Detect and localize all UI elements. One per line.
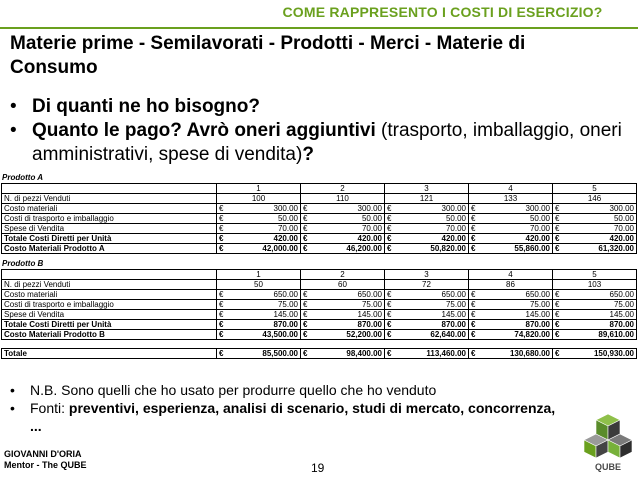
cell-value: 870.00 — [343, 320, 385, 330]
row-label: N. di pezzi Venduti — [2, 280, 217, 290]
currency-symbol: € — [301, 330, 343, 340]
product-a-table — [1, 183, 637, 254]
row-label: Costo Materiali Prodotto A — [2, 244, 217, 254]
slide-header-title: COME RAPPRESENTO I COSTI DI ESERCIZIO? — [282, 4, 603, 20]
currency-symbol: € — [217, 349, 228, 359]
column-header: 5 — [553, 184, 637, 194]
cell-value: 133 — [469, 194, 553, 204]
cell-value: 50 — [217, 280, 301, 290]
cost-spreadsheet — [0, 172, 638, 359]
currency-symbol: € — [469, 290, 511, 300]
column-header: 3 — [385, 270, 469, 280]
currency-symbol: € — [553, 244, 595, 254]
currency-symbol: € — [301, 310, 343, 320]
currency-symbol: € — [217, 204, 259, 214]
cell-value: 146 — [553, 194, 637, 204]
currency-symbol: € — [469, 349, 480, 359]
cell-value: 100 — [217, 194, 301, 204]
cell-value: 103 — [553, 280, 637, 290]
page-number: 19 — [311, 461, 325, 475]
row-label: Costi di trasporto e imballaggio — [2, 300, 217, 310]
total-table — [1, 348, 637, 359]
cell-value: 121 — [385, 194, 469, 204]
bullet-item: • Di quanti ne ho bisogno? — [10, 96, 260, 117]
row-label: Spese di Vendita — [2, 310, 217, 320]
row-label: Totale Costi Diretti per Unità — [2, 234, 217, 244]
currency-symbol: € — [553, 320, 595, 330]
currency-symbol: € — [217, 234, 259, 244]
cell-value: 300.00 — [343, 204, 385, 214]
cell-value: 300.00 — [259, 204, 301, 214]
currency-symbol: € — [385, 214, 427, 224]
product-b-title: Prodotto B — [2, 259, 44, 268]
cell-value: 75.00 — [259, 300, 301, 310]
column-header: 2 — [301, 184, 385, 194]
cell-value: 98,400.00 — [311, 349, 385, 359]
logo-text: QUBE — [594, 462, 622, 472]
note-item: • N.B. Sono quelli che ho usato per produrre quello che ho venduto — [10, 382, 437, 398]
total-row — [2, 349, 637, 359]
currency-symbol: € — [301, 214, 343, 224]
column-header: 4 — [469, 270, 553, 280]
column-header: 5 — [553, 270, 637, 280]
cell-value: 50,820.00 — [427, 244, 469, 254]
row-label: Totale Costi Diretti per Unità — [2, 320, 217, 330]
table-row — [2, 300, 637, 310]
currency-symbol: € — [385, 349, 396, 359]
currency-symbol: € — [301, 204, 343, 214]
cell-value: 420.00 — [343, 234, 385, 244]
currency-symbol: € — [385, 310, 427, 320]
table-row — [2, 330, 637, 340]
row-label: Costo materiali — [2, 204, 217, 214]
currency-symbol: € — [217, 320, 259, 330]
table-row — [2, 244, 637, 254]
currency-symbol: € — [469, 204, 511, 214]
cell-value: 62,640.00 — [427, 330, 469, 340]
row-label: Costo Materiali Prodotto B — [2, 330, 217, 340]
currency-symbol: € — [217, 330, 259, 340]
currency-symbol: € — [553, 224, 595, 234]
currency-symbol: € — [553, 204, 595, 214]
currency-symbol: € — [553, 234, 595, 244]
cell-value: 420.00 — [595, 234, 637, 244]
currency-symbol: € — [553, 214, 595, 224]
currency-symbol: € — [301, 234, 343, 244]
cell-value: 870.00 — [259, 320, 301, 330]
cell-value: 42,000.00 — [259, 244, 301, 254]
currency-symbol: € — [469, 234, 511, 244]
cell-value: 420.00 — [259, 234, 301, 244]
product-b-table — [1, 269, 637, 340]
cell-value: 75.00 — [427, 300, 469, 310]
currency-symbol: € — [301, 320, 343, 330]
cell-value: 86 — [469, 280, 553, 290]
currency-symbol: € — [553, 290, 595, 300]
table-row — [2, 204, 637, 214]
currency-symbol: € — [385, 224, 427, 234]
cell-value: 420.00 — [427, 234, 469, 244]
column-header: 1 — [217, 184, 301, 194]
cell-value: 870.00 — [427, 320, 469, 330]
cell-value: 145.00 — [595, 310, 637, 320]
bullet-list — [10, 95, 630, 167]
row-label: N. di pezzi Venduti — [2, 194, 217, 204]
currency-symbol: € — [217, 244, 259, 254]
currency-symbol: € — [217, 224, 259, 234]
currency-symbol: € — [469, 244, 511, 254]
header-divider — [0, 27, 638, 29]
cell-value: 300.00 — [511, 204, 553, 214]
currency-symbol: € — [217, 310, 259, 320]
bullet-item: • Quanto le pago? Avrò oneri aggiuntivi (trasporto, imballaggio, oneri amministrativi, spese di vendita)? — [10, 120, 622, 165]
currency-symbol: € — [385, 300, 427, 310]
qube-cube-logo-icon — [582, 412, 634, 474]
cell-value: 870.00 — [511, 320, 553, 330]
currency-symbol: € — [301, 244, 343, 254]
currency-symbol: € — [301, 300, 343, 310]
column-header: 1 — [217, 270, 301, 280]
currency-symbol: € — [469, 300, 511, 310]
cell-value: 50.00 — [595, 214, 637, 224]
cell-value: 650.00 — [343, 290, 385, 300]
currency-symbol: € — [385, 320, 427, 330]
row-label: Spese di Vendita — [2, 224, 217, 234]
currency-symbol: € — [469, 214, 511, 224]
currency-symbol: € — [385, 204, 427, 214]
cell-value: 70.00 — [427, 224, 469, 234]
table-row — [2, 320, 637, 330]
cell-value: 75.00 — [343, 300, 385, 310]
cell-value: 75.00 — [511, 300, 553, 310]
author-name: GIOVANNI D'ORIA — [4, 449, 82, 459]
note-text: N.B. Sono quelli che ho usato per produrre quello che ho venduto — [30, 382, 437, 398]
currency-symbol: € — [553, 330, 595, 340]
currency-symbol: € — [553, 310, 595, 320]
cell-value: 61,320.00 — [595, 244, 637, 254]
cell-value: 50.00 — [343, 214, 385, 224]
cell-value: 650.00 — [595, 290, 637, 300]
cell-value: 145.00 — [259, 310, 301, 320]
cell-value: 85,500.00 — [227, 349, 301, 359]
table-row — [2, 234, 637, 244]
currency-symbol: € — [553, 300, 595, 310]
note-sources: preventivi, esperienza, analisi di scenario, studi di mercato, concorrenza, ... — [30, 400, 556, 434]
cell-value: 145.00 — [511, 310, 553, 320]
currency-symbol: € — [301, 290, 343, 300]
table-row — [2, 290, 637, 300]
note-item: • Fonti: preventivi, esperienza, analisi di scenario, studi di mercato, concorrenza, ... — [10, 400, 556, 434]
cell-value: 46,200.00 — [343, 244, 385, 254]
column-header: 4 — [469, 184, 553, 194]
currency-symbol: € — [469, 310, 511, 320]
currency-symbol: € — [469, 224, 511, 234]
cell-value: 130,680.00 — [479, 349, 553, 359]
currency-symbol: € — [553, 349, 564, 359]
cell-value: 89,610.00 — [595, 330, 637, 340]
table-header-row — [2, 270, 637, 280]
table-row — [2, 224, 637, 234]
cell-value: 75.00 — [595, 300, 637, 310]
slide-heading: Materie prime - Semilavorati - Prodotti - Merci - Materie di Consumo — [10, 33, 526, 78]
table-row — [2, 214, 637, 224]
currency-symbol: € — [301, 349, 312, 359]
currency-symbol: € — [385, 244, 427, 254]
row-label: Costo materiali — [2, 290, 217, 300]
cell-value: 650.00 — [259, 290, 301, 300]
bullet-text: Di quanti ne ho bisogno? — [32, 96, 260, 117]
bullet-text-end: ? — [302, 144, 314, 165]
column-header: 2 — [301, 270, 385, 280]
cell-value: 145.00 — [343, 310, 385, 320]
currency-symbol: € — [385, 234, 427, 244]
cell-value: 70.00 — [511, 224, 553, 234]
table-row — [2, 194, 637, 204]
table-header-row — [2, 184, 637, 194]
bullet-text-normal: (trasporto, imballaggio, oneri amministrativi, spese di vendita) — [32, 120, 622, 165]
cell-value: 74,820.00 — [511, 330, 553, 340]
cell-value: 150,930.00 — [563, 349, 637, 359]
bullet-text-bold: Quanto le pago? Avrò oneri aggiuntivi — [32, 120, 376, 141]
cell-value: 113,460.00 — [395, 349, 469, 359]
currency-symbol: € — [469, 330, 511, 340]
row-label: Totale — [2, 349, 217, 359]
cell-value: 70.00 — [595, 224, 637, 234]
footer-author — [4, 449, 87, 471]
currency-symbol: € — [301, 224, 343, 234]
table-row — [2, 310, 637, 320]
row-label: Costi di trasporto e imballaggio — [2, 214, 217, 224]
cell-value: 110 — [301, 194, 385, 204]
currency-symbol: € — [217, 214, 259, 224]
cell-value: 650.00 — [511, 290, 553, 300]
cell-value: 50.00 — [427, 214, 469, 224]
cell-value: 70.00 — [259, 224, 301, 234]
cell-value: 50.00 — [511, 214, 553, 224]
currency-symbol: € — [385, 290, 427, 300]
cell-value: 70.00 — [343, 224, 385, 234]
currency-symbol: € — [469, 320, 511, 330]
author-role: Mentor - The QUBE — [4, 460, 87, 470]
currency-symbol: € — [385, 330, 427, 340]
notes-list — [10, 381, 570, 435]
cell-value: 145.00 — [427, 310, 469, 320]
cell-value: 52,200.00 — [343, 330, 385, 340]
cell-value: 300.00 — [427, 204, 469, 214]
cell-value: 300.00 — [595, 204, 637, 214]
cell-value: 55,860.00 — [511, 244, 553, 254]
cell-value: 43,500.00 — [259, 330, 301, 340]
note-prefix: Fonti: — [30, 400, 69, 416]
cell-value: 420.00 — [511, 234, 553, 244]
cell-value: 870.00 — [595, 320, 637, 330]
cell-value: 72 — [385, 280, 469, 290]
cell-value: 60 — [301, 280, 385, 290]
product-a-title: Prodotto A — [2, 173, 44, 182]
cell-value: 50.00 — [259, 214, 301, 224]
currency-symbol: € — [217, 300, 259, 310]
table-row — [2, 280, 637, 290]
cell-value: 650.00 — [427, 290, 469, 300]
currency-symbol: € — [217, 290, 259, 300]
column-header: 3 — [385, 184, 469, 194]
